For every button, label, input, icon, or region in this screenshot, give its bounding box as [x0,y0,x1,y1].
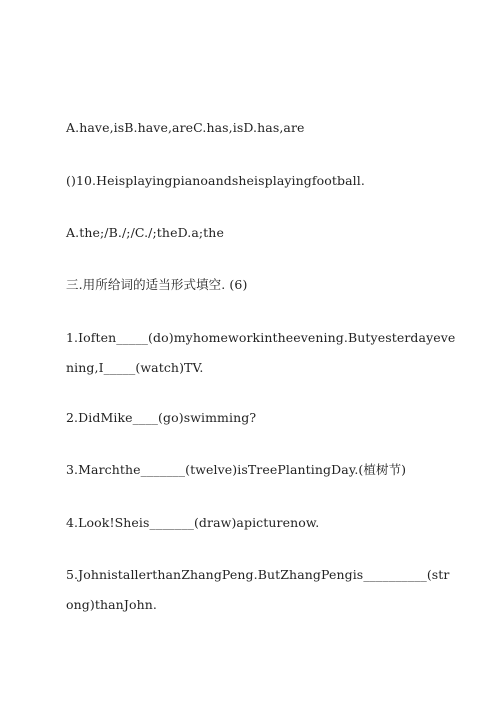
fill-in-item-2: 2.DidMike____(go)swimming? [66,410,257,425]
options-line-10: A.the;/B./;/C./;theD.a;the [66,225,224,240]
fill-in-item-3: 3.Marchthe_______(twelve)isTreePlantingDay.(植树节) [66,462,407,477]
fill-in-item-5: 5.JohnistallerthanZhangPeng.ButZhangPengis__________(strong)thanJohn. [66,567,450,612]
section-heading: 三.用所给词的适当形式填空. (6) [66,277,248,292]
question-10: ()10.Heisplayingpianoandsheisplayingfootball. [66,173,365,188]
options-line-9: A.have,isB.have,areC.has,isD.has,are [66,120,305,135]
fill-in-item-1: 1.Ioften_____(do)myhomeworkintheevening.Butyesterdayevening,I_____(watch)TV. [66,330,456,375]
fill-in-item-4: 4.Look!Sheis_______(draw)apicturenow. [66,515,320,530]
